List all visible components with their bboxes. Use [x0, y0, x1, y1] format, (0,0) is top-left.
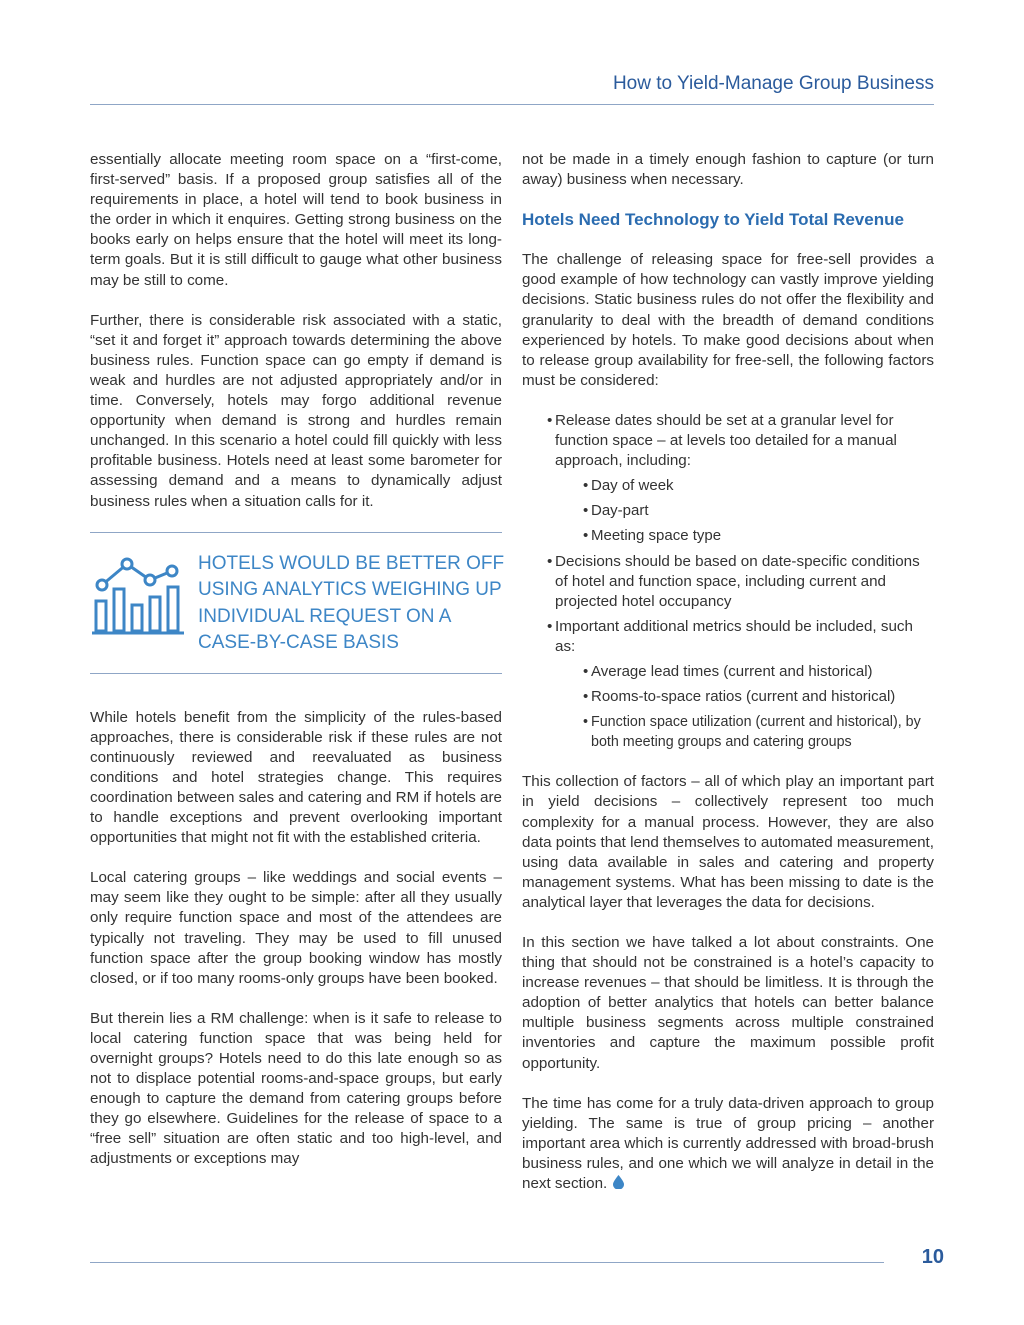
analytics-chart-icon	[92, 553, 184, 635]
paragraph: essentially allocate meeting room space on a “first-come, first-served” basis. If a proposed group satisfies all of the requirements in place, a hotel will tend to book business in the order in which it enquires. Getting strong business on the books early on helps ensure that the hotel will meet its long-term goals. But it is still difficult to gauge what other business may be still to come.	[90, 151, 502, 289]
sub-bullet-item: • Day of week	[522, 476, 934, 496]
left-column	[90, 150, 505, 1190]
paragraph: This collection of factors – all of which play an important part in yield decisions – collectively represent too much complexity for a manual process. However, they are also data points that lend themselves to automated measurement, using data available in sales and catering and property management systems. What has been missing to date is the analytical layer that leverages the data for decisions.	[522, 773, 934, 911]
paragraph: While hotels benefit from the simplicity of the rules-based approaches, there is considerable risk if these rules are not continuously reviewed and reevaluated as business conditions and hotel strategies change. This requires coordination between sales and catering and RM if hotels are to handle exceptions and prevent overlooking important opportunities that might not fit with the established criteria.	[90, 708, 502, 847]
pull-quote-callout	[90, 532, 505, 674]
paragraph-final	[522, 1094, 934, 1194]
sub-bullet-item: • Meeting space type	[522, 526, 934, 546]
sub-bullet-item: • Average lead times (current and historical)	[522, 662, 934, 682]
paragraph: In this section we have talked a lot about constraints. One thing that should not be constrained is a hotel’s capacity to increase revenues – that should be limitless. It is through the adoption of better analytics that hotels can better balance multiple business segments across multiple constrained inventories and capture the maximum possible profit opportunity.	[522, 934, 934, 1072]
bullet-item: • Important additional metrics should be included, such as:	[522, 617, 934, 657]
drop-icon	[613, 1175, 624, 1189]
paragraph: Further, there is considerable risk associated with a static, “set it and forget it” approach towards determining the above business rules. Function space can go empty if demand is weak and hurdles are not adjusted appropriately and/or in time. Conversely, hotels may forgo additional revenue opportunity when demand is strong and hurdles remain unchanged. In this scenario a hotel could fill quickly with less profitable business. Hotels need at least some barometer for assessing demand and a means to dynamically adjust business rules when a situation calls for it.	[90, 311, 502, 510]
paragraph: But therein lies a RM challenge: when is it safe to release to local catering function space that was being held for overnight groups? Hotels need to do this late enough so as not to displace potential rooms-and-space groups, but early enough to capture the demand from catering groups before they go elsewhere. Guidelines for the release of space to a “free sell” situation are often static and too high-level, and adjustments or exceptions may	[90, 1009, 502, 1168]
sub-bullet-item: • Day-part	[522, 501, 934, 521]
sub-bullet-item: • Function space utilization (current and historical), by both meeting groups and catering groups	[522, 712, 934, 752]
paragraph-text: The time has come for a truly data-driven approach to group yielding. The same is true of group pricing – another important area which is currently addressed with broad-brush business rules, and one which we will analyze in detail in the next section.	[522, 1094, 934, 1193]
bullet-item: • Decisions should be based on date-specific conditions of hotel and function space, including current and projected hotel occupancy	[522, 552, 934, 612]
paragraph: not be made in a timely enough fashion to capture (or turn away) business when necessary.	[522, 151, 934, 189]
paragraph: Local catering groups – like weddings and social events – may seem like they ought to be simple: after all they usually only require function space and most of the attendees are typically not traveling. They may be used to fill unused function space after the group booking window has mostly closed, or if too many rooms-only groups have been booked.	[90, 869, 502, 987]
bullet-list	[522, 411, 934, 752]
section-heading: Hotels Need Technology to Yield Total Revenue	[522, 210, 904, 230]
right-column	[522, 150, 934, 1214]
footer-divider	[90, 1262, 884, 1263]
header-divider	[90, 104, 934, 105]
bullet-item: • Release dates should be set at a granular level for function space – at levels too detailed for a manual approach, including:	[522, 411, 934, 471]
header-title: How to Yield-Manage Group Business	[612, 73, 934, 94]
paragraph: The challenge of releasing space for free-sell provides a good example of how technology can vastly improve yielding decisions. Static business rules do not offer the flexibility and granularity to deal with the breadth of demand conditions experienced by hotels. To make good decisions about when to release group availability for free-sell, the following factors must be considered:	[522, 251, 934, 389]
sub-bullet-item: • Rooms-to-space ratios (current and historical)	[522, 687, 934, 707]
callout-text: HOTELS WOULD BE BETTER OFF USING ANALYTICS WEIGHING UP INDIVIDUAL REQUEST ON A CASE-BY-CASE BASIS	[198, 552, 505, 654]
page-number: 10	[921, 1246, 944, 1268]
